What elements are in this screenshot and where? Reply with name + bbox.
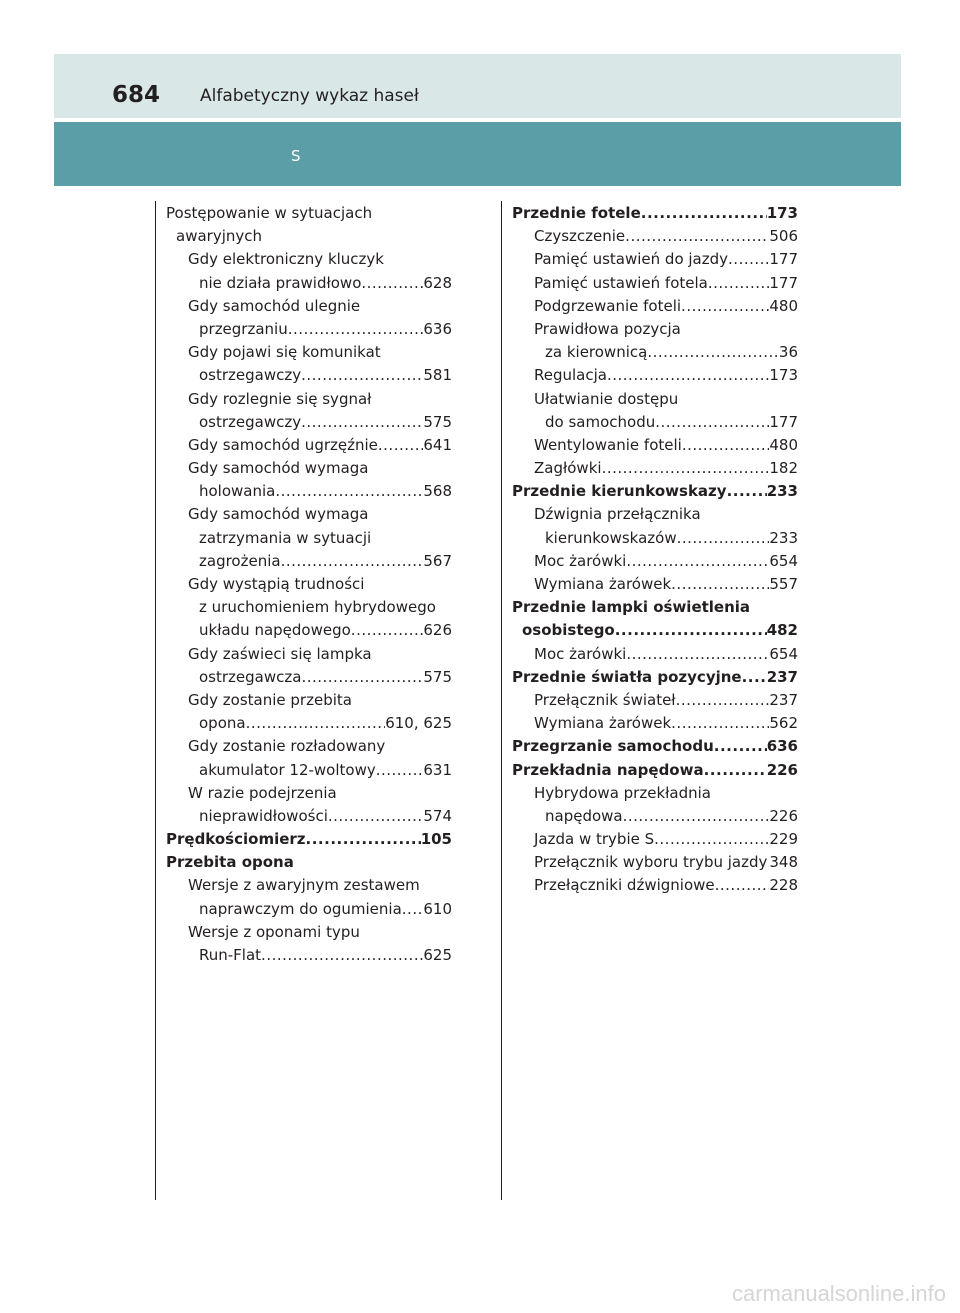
dot-leader — [682, 434, 770, 457]
index-page-number[interactable]: 626 — [423, 621, 452, 640]
left-column-rule — [155, 201, 156, 1200]
index-entry-text: Moc żarówki — [534, 551, 627, 570]
index-entry — [166, 272, 452, 295]
index-page-number[interactable]: 226 — [766, 760, 798, 779]
index-page-number[interactable]: 575 — [423, 667, 452, 686]
index-page-number[interactable]: 562 — [769, 714, 798, 733]
index-page-number[interactable]: 625 — [423, 946, 452, 964]
index-entry-text: Gdy samochód ulegnie — [188, 296, 361, 315]
index-entry — [166, 527, 452, 550]
index-page-number[interactable]: 480 — [769, 435, 798, 454]
section-letter-band — [54, 122, 901, 186]
dot-leader — [328, 805, 424, 828]
dot-leader — [281, 550, 424, 573]
dot-leader — [301, 364, 423, 387]
index-heading — [512, 596, 798, 619]
index-page-number[interactable]: 631 — [423, 760, 452, 779]
index-entry-text: Run-Flat — [199, 946, 262, 964]
index-entry-text: opona — [199, 714, 246, 733]
index-entry-text: Jazda w trybie S — [534, 830, 655, 849]
index-entry-text: W razie podejrzenia — [188, 783, 337, 802]
index-page-number[interactable]: 173 — [769, 366, 798, 385]
index-entry-text: Gdy zostanie przebita — [188, 690, 352, 709]
index-entry-text: napędowa — [545, 806, 623, 825]
index-entry-text: Gdy samochód wymaga — [188, 459, 369, 478]
index-entry-text: Przebita opona — [166, 853, 294, 872]
index-page-number[interactable]: 506 — [769, 227, 798, 246]
dot-leader — [655, 411, 769, 434]
index-entry-text: holowania — [199, 482, 276, 501]
index-entry-text: Przednie lampki oświetlenia — [512, 598, 751, 617]
index-page-number[interactable]: 636 — [423, 319, 452, 338]
dot-leader — [625, 225, 769, 248]
index-entry-text: zagrożenia — [199, 551, 281, 570]
index-page-number[interactable]: 348 — [769, 853, 798, 872]
index-entry-text: ostrzegawcza — [199, 667, 302, 686]
dot-leader — [623, 805, 770, 828]
index-entry-text: ostrzegawczy — [199, 412, 302, 431]
index-entry-text: Wersje z oponami typu — [188, 922, 360, 941]
index-page-number[interactable]: 482 — [766, 621, 798, 640]
index-entry-text: Gdy zostanie rozładowany — [188, 737, 386, 756]
dot-leader — [288, 318, 424, 341]
index-entry-text: zatrzymania w sytuacji — [199, 528, 372, 547]
index-entry-text: Wymiana żarówek — [534, 575, 672, 593]
index-entry — [512, 434, 798, 457]
index-page-number[interactable]: 610 — [423, 899, 452, 918]
index-page-number[interactable]: 628 — [423, 273, 452, 292]
index-entry-text: Gdy elektroniczny kluczyk — [188, 250, 384, 269]
index-entry — [512, 782, 798, 805]
index-heading — [166, 828, 452, 851]
index-entry-text: Postępowanie w sytuacjach — [166, 204, 373, 222]
dot-leader — [677, 527, 770, 550]
index-entry-text: naprawczym do ogumienia — [199, 899, 402, 918]
section-letter: S — [291, 147, 301, 165]
index-entry-text: Zagłówki — [534, 459, 602, 478]
index-entry — [512, 573, 798, 596]
index-entry — [166, 944, 452, 967]
index-entry — [512, 411, 798, 434]
index-entry — [166, 643, 452, 666]
index-entry-text: Hybrydowa przekładnia — [534, 783, 711, 802]
index-page-number[interactable]: 581 — [423, 366, 452, 385]
index-page-number[interactable]: 177 — [769, 250, 798, 269]
index-page-number[interactable]: 182 — [769, 459, 798, 478]
index-entry-text: awaryjnych — [176, 227, 263, 246]
dot-leader — [378, 434, 423, 457]
index-entry-text: Przednie kierunkowskazy — [512, 482, 727, 501]
index-entry — [512, 527, 798, 550]
index-page-number[interactable]: 36 — [778, 343, 798, 362]
index-entry — [512, 689, 798, 712]
index-entry-text: Czyszczenie — [534, 227, 626, 246]
index-page-number[interactable]: 229 — [769, 830, 798, 849]
header-band — [54, 54, 901, 118]
index-entry — [166, 921, 452, 944]
index-entry — [512, 272, 798, 295]
index-entry — [512, 828, 798, 851]
index-heading — [166, 851, 452, 874]
index-entry — [166, 248, 452, 271]
index-page-number[interactable]: 173 — [766, 204, 798, 222]
index-entry-text: Przednie światła pozycyjne — [512, 667, 742, 686]
index-page-number[interactable]: 237 — [766, 667, 798, 686]
index-entry — [166, 411, 452, 434]
index-entry-text: z uruchomieniem hybrydowego — [199, 598, 436, 617]
index-entry-text: Przekładnia napędowa — [512, 760, 704, 779]
watermark: carmanualsonline.info — [731, 1281, 946, 1306]
index-entry-text: za kierownicą — [545, 343, 648, 362]
index-entry-text: Prędkościomierz — [166, 830, 306, 849]
dot-leader — [351, 619, 424, 642]
index-entry — [512, 457, 798, 480]
dot-leader — [715, 874, 770, 897]
index-entry — [512, 550, 798, 573]
dot-leader — [246, 712, 386, 735]
index-entry — [166, 503, 452, 526]
index-entry-text: Gdy samochód ugrzęźnie — [188, 435, 378, 454]
dot-leader — [361, 272, 423, 295]
index-heading — [512, 202, 798, 225]
index-page-number[interactable]: 574 — [423, 806, 452, 825]
dot-leader — [671, 573, 769, 596]
index-entry-text: osobistego — [522, 621, 615, 640]
index-entry — [166, 550, 452, 573]
dot-leader — [306, 828, 421, 851]
index-page-number[interactable]: 177 — [769, 273, 798, 292]
index-page-number[interactable]: 237 — [769, 690, 798, 709]
dot-leader — [647, 341, 779, 364]
index-entry-text: kierunkowskazów — [545, 528, 677, 547]
index-heading — [512, 759, 798, 782]
index-page-number[interactable]: 654 — [769, 551, 798, 570]
index-entry — [166, 805, 452, 828]
index-entry-text: Dźwignia przełącznika — [534, 505, 701, 524]
index-entry-text: Wymiana żarówek — [534, 714, 672, 733]
index-entry-text: Ułatwianie dostępu — [534, 389, 679, 408]
index-column-right — [512, 202, 798, 898]
index-entry-text: Gdy pojawi się komunikat — [188, 343, 381, 362]
index-entry-text: Przełącznik świateł — [534, 690, 676, 709]
index-entry — [166, 318, 452, 341]
dot-leader — [654, 828, 769, 851]
index-entry-text: nieprawidłowości — [199, 806, 328, 825]
dot-leader — [402, 898, 424, 921]
index-entry — [166, 712, 452, 735]
index-entry-text: ostrzegawczy — [199, 366, 302, 385]
index-entry — [166, 202, 452, 225]
index-entry-text: Przegrzanie samochodu — [512, 737, 714, 756]
index-entry-text: przegrzaniu — [199, 319, 288, 338]
dot-leader — [626, 550, 769, 573]
dot-leader — [376, 759, 424, 782]
dot-leader — [671, 712, 769, 735]
index-entry — [512, 643, 798, 666]
index-heading — [512, 619, 798, 642]
index-entry — [512, 341, 798, 364]
dot-leader — [301, 411, 423, 434]
index-entry — [166, 457, 452, 480]
index-entry — [512, 225, 798, 248]
index-entry-text: Moc żarówki — [534, 644, 627, 663]
index-page-number[interactable]: 105 — [420, 830, 452, 849]
index-entry — [166, 596, 452, 619]
index-page-number[interactable]: 636 — [766, 737, 798, 756]
page-title: Alfabetyczny wykaz haseł — [200, 86, 419, 106]
index-page-number[interactable]: 575 — [423, 412, 452, 431]
index-entry-text: Gdy samochód wymaga — [188, 505, 369, 524]
dot-leader — [714, 735, 767, 758]
index-entry-text: do samochodu — [545, 412, 656, 431]
dot-leader — [602, 457, 770, 480]
index-entry-text: Gdy wystąpią trudności — [188, 575, 365, 593]
index-page-number[interactable]: 641 — [423, 435, 452, 454]
index-entry — [512, 712, 798, 735]
dot-leader — [708, 272, 770, 295]
dot-leader — [615, 619, 767, 642]
index-entry-text: nie działa prawidłowo — [199, 273, 362, 292]
dot-leader — [704, 759, 767, 782]
dot-leader — [261, 944, 423, 967]
page-number: 684 — [112, 82, 161, 108]
index-entry-text: Podgrzewanie foteli — [534, 296, 682, 315]
dot-leader — [727, 480, 767, 503]
index-entry-text: Gdy zaświeci się lampka — [188, 644, 372, 663]
index-page-number[interactable]: 480 — [769, 296, 798, 315]
index-entry-text: Przednie fotele — [512, 204, 641, 222]
dot-leader — [641, 202, 767, 225]
index-page-number[interactable]: 557 — [769, 575, 798, 593]
index-entry-text: Gdy rozlegnie się sygnał — [188, 389, 372, 408]
index-page-number[interactable]: 610, 625 — [385, 714, 452, 733]
index-page-number[interactable]: 226 — [769, 806, 798, 825]
dot-leader — [626, 643, 769, 666]
index-entry — [166, 388, 452, 411]
dot-leader — [676, 689, 770, 712]
index-entry-text: Regulacja — [534, 366, 607, 385]
index-page-number[interactable]: 567 — [423, 551, 452, 570]
index-entry-text: Prawidłowa pozycja — [534, 319, 681, 338]
index-entry — [512, 851, 798, 874]
index-entry — [512, 295, 798, 318]
index-entry — [166, 735, 452, 758]
index-entry-text: Przełączniki dźwigniowe — [534, 876, 715, 895]
dot-leader — [301, 666, 423, 689]
dot-leader — [742, 666, 767, 689]
index-entry — [512, 364, 798, 387]
index-page-number[interactable]: 233 — [769, 528, 798, 547]
index-heading — [512, 480, 798, 503]
dot-leader — [275, 480, 423, 503]
index-entry-text: Pamięć ustawień fotela — [534, 273, 708, 292]
index-page-number[interactable]: 654 — [769, 644, 798, 663]
dot-leader — [681, 295, 769, 318]
index-entry — [166, 782, 452, 805]
index-entry — [166, 666, 452, 689]
index-entry — [166, 480, 452, 503]
index-entry — [166, 759, 452, 782]
index-page-number[interactable]: 177 — [769, 412, 798, 431]
index-page-number[interactable]: 568 — [423, 482, 452, 501]
index-heading — [512, 735, 798, 758]
dot-leader — [607, 364, 769, 387]
index-entry — [166, 874, 452, 897]
index-entry — [512, 503, 798, 526]
index-entry — [512, 388, 798, 411]
index-entry-text: Wersje z awaryjnym zestawem — [188, 876, 420, 895]
index-entry — [512, 805, 798, 828]
index-entry — [166, 619, 452, 642]
index-page-number[interactable]: 233 — [766, 482, 798, 501]
dot-leader — [728, 248, 769, 271]
index-entry — [166, 225, 452, 248]
index-entry-text: akumulator 12-woltowy — [199, 760, 376, 779]
index-column-left — [166, 202, 452, 967]
index-entry — [166, 295, 452, 318]
index-page-number[interactable]: 228 — [769, 876, 798, 895]
index-entry-text: Przełącznik wyboru trybu jazdy — [534, 853, 768, 872]
index-entry-text: układu napędowego — [199, 621, 351, 640]
index-entry — [166, 573, 452, 596]
index-entry — [512, 874, 798, 897]
index-entry — [512, 248, 798, 271]
index-entry — [166, 689, 452, 712]
index-entry-text: Wentylowanie foteli — [534, 435, 682, 454]
index-entry — [166, 898, 452, 921]
index-entry-text: Pamięć ustawień do jazdy — [534, 250, 729, 269]
index-entry — [166, 364, 452, 387]
index-entry — [512, 318, 798, 341]
right-column-rule — [501, 201, 502, 1200]
index-entry — [166, 341, 452, 364]
index-entry — [166, 434, 452, 457]
index-heading — [512, 666, 798, 689]
